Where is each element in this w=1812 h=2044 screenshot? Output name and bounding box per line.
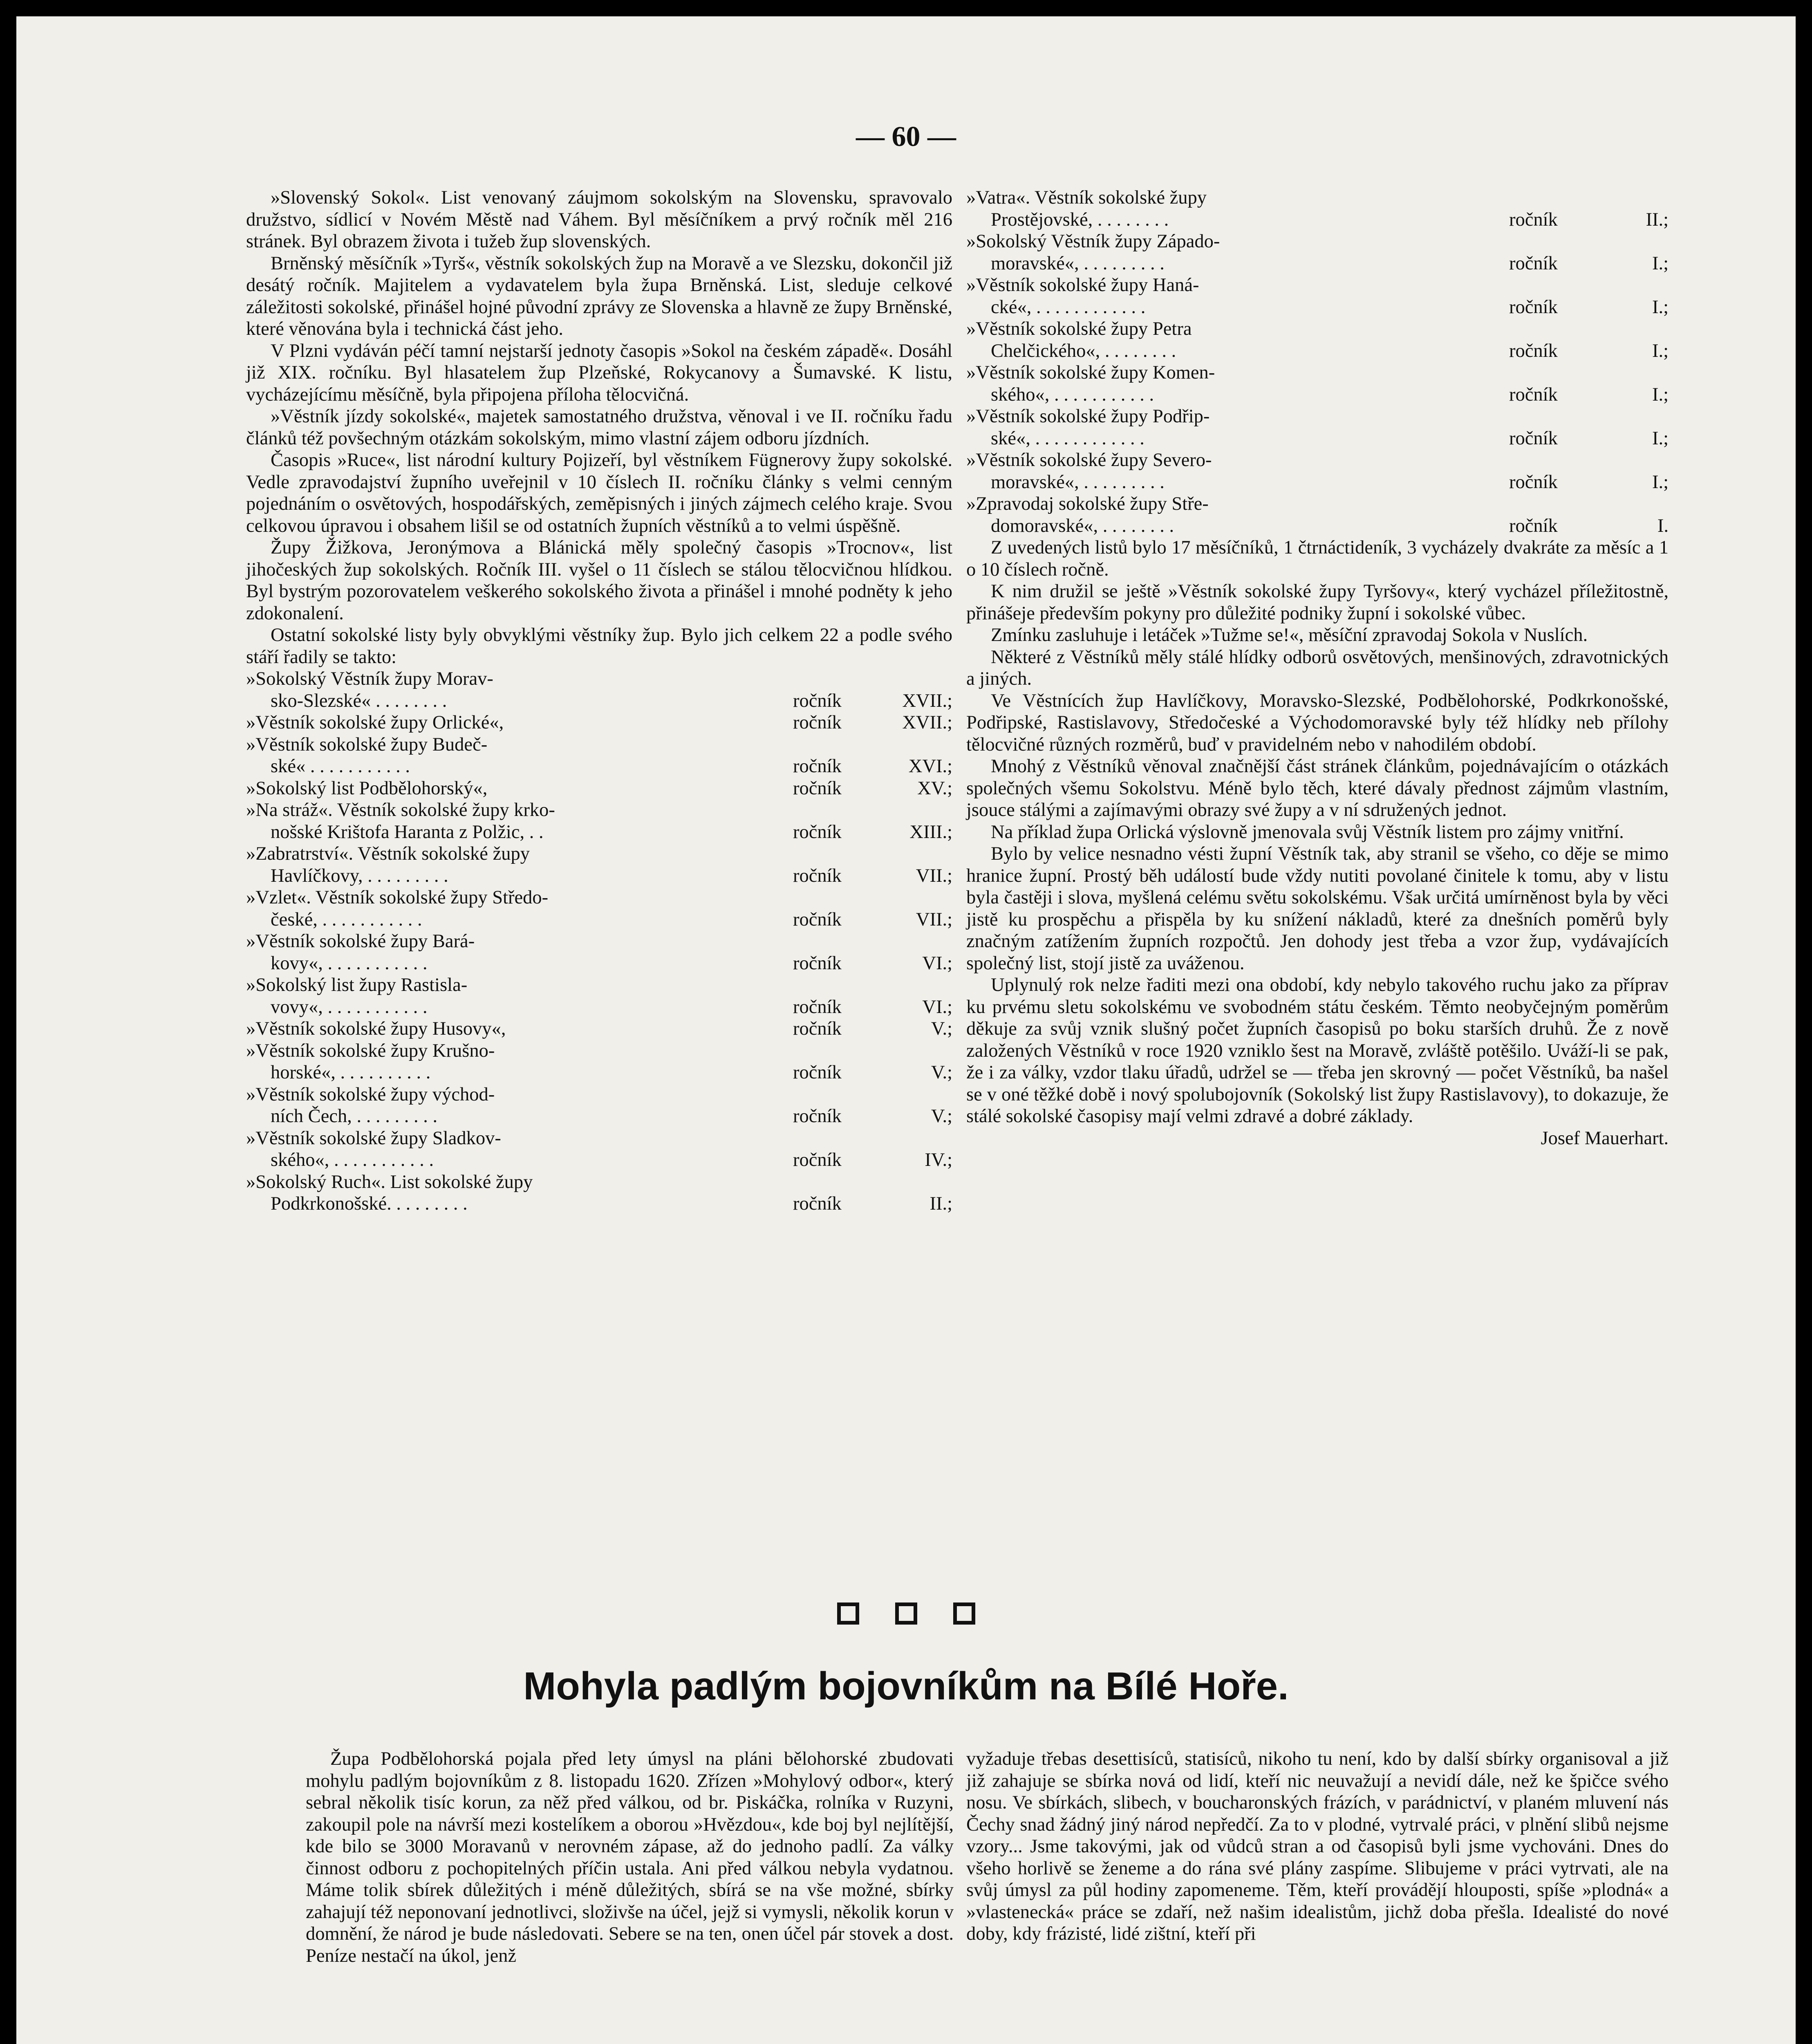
paragraph: »Věstník jízdy sokolské«, majetek samostatného družstva, věnoval i ve II. ročníku řadu článků též povšechným otázkám sokolským, mimo vlastní zájem odboru jízdních. bbox=[246, 406, 952, 449]
list-item-title-cont: Podkrkonošské. . . . . . . . . bbox=[271, 1193, 468, 1214]
paragraph: Ostatní sokolské listy byly obvyklými věstníky žup. Bylo jich celkem 22 a podle svého stáří řadily se takto: bbox=[246, 625, 952, 668]
list-item-title-cont: cké«, . . . . . . . . . . . . bbox=[991, 296, 1146, 318]
list-item-title-cont: moravské«, . . . . . . . . . bbox=[991, 253, 1165, 274]
volume-number: XV.; bbox=[917, 778, 952, 799]
section-separator bbox=[16, 1602, 1796, 1627]
list-item-title: »Věstník sokolské župy Sladkov- bbox=[246, 1127, 501, 1149]
paragraph: »Slovenský Sokol«. List venovaný záujmom sokolským na Slovensku, spravovalo družstvo, sídlicí v Novém Městě nad Váhem. Byl měsíčníkem a prvý ročník měl 216 stránek. Byl obrazem života i tužeb žup slovenských. bbox=[246, 187, 952, 252]
paragraph: Ve Věstnících žup Havlíčkovy, Moravsko-Slezské, Podbělohorské, Podkrkonošské, Podřipské, Rastislavovy, Středočeské a Východomoravské byly též hlídky neb přílohy tělocvičné různých rozměrů, buď v pravidelném nebo v nahodilém období. bbox=[966, 690, 1669, 755]
periodicals-list-left bbox=[246, 668, 952, 1215]
paragraph: Župa Podbělohorská pojala před lety úmysl na pláni bělohorské zbudovati mohylu padlým bojovníkům z 8. listopadu 1620. Zřízen »Mohylový odbor«, který sebral několik tisíc korun, za něž před válkou, od br. Piskáčka, rolníka v Ruzyni, zakoupil pole na návrší mezi kostelíkem a oborou »Hvězdou«, kde boj byl nejlítější, kde bilo se 3000 Moravanů v nerovném zápase, až do jednoho padlí. Za války činnost odboru z pochopitelných příčin ustala. Ani před válkou nebyla vydatnou. Máme tolik sbírek důležitých i méně důležitých, sbírá se na vše možné, sbírky zahajují též neponovaní jednotlivci, složivše na účel, jejž si vymysli, několik korun v domnění, že národ je bude následovati. Sebere se na ten, onen účel pár stovek a dost. Peníze nestačí na úkol, jenž bbox=[306, 1748, 954, 1966]
volume-label: ročník bbox=[793, 690, 842, 711]
list-item bbox=[246, 1171, 952, 1215]
list-item-title-cont: vovy«, . . . . . . . . . . . bbox=[271, 996, 428, 1018]
volume-number: XIII.; bbox=[909, 821, 952, 843]
volume-number: XVII.; bbox=[902, 712, 952, 733]
volume-number: VII.; bbox=[916, 865, 952, 886]
paragraph: Župy Žižkova, Jeronýmova a Blánická měly společný časopis »Trocnov«, list jihočeských žup sokolských. Ročník III. vyšel o 11 číslech se stálou tělocvičnou hlídkou. Byl bystrým pozorovatelem veškerého sokolského života a přinášel i mnohé podněty k jeho zdokonalení. bbox=[246, 537, 952, 624]
volume-label: ročník bbox=[793, 778, 842, 799]
right-column bbox=[966, 187, 1669, 1149]
list-item bbox=[246, 887, 952, 930]
list-item-title: »Věstník sokolské župy Komen- bbox=[966, 362, 1215, 383]
volume-number: II.; bbox=[930, 1193, 952, 1214]
square-ornament-icon bbox=[837, 1602, 859, 1625]
list-item-title-cont: české, . . . . . . . . . . . bbox=[271, 909, 422, 930]
volume-number: II.; bbox=[1646, 209, 1669, 230]
volume-number: XVI.; bbox=[908, 756, 952, 777]
volume-label: ročník bbox=[1509, 209, 1558, 230]
list-item-title: »Sokolský Ruch«. List sokolské župy bbox=[246, 1171, 533, 1192]
list-item-title: »Sokolský list Podbělohorský«, bbox=[246, 778, 488, 799]
list-item bbox=[966, 406, 1669, 449]
list-item-title-cont: ních Čech, . . . . . . . . . bbox=[271, 1106, 438, 1127]
list-item-title: »Věstník sokolské župy Husovy«, bbox=[246, 1018, 506, 1039]
list-item-title: »Zabratrství«. Věstník sokolské župy bbox=[246, 843, 530, 864]
volume-label: ročník bbox=[793, 1150, 842, 1170]
volume-label: ročník bbox=[793, 1018, 842, 1039]
paragraph: Uplynulý rok nelze řaditi mezi ona období, kdy nebylo takového ruchu jako za příprav ku prvému sletu sokolskému ve svobodném státu českém. Těmto neobyčejným poměrům děkuje za svůj vznik slušný počet župních časopisů po boku starších druhů. Že z nově založených Věstníků v roce 1920 vzniklo šest na Moravě, zvláště potěšilo. Uváží-li se pak, že i za války, vzdor tlaku úřadů, udržel se — třeba jen skrovný — počet Věstníků, ba našel se v oné těžké době i nový spolubojovník (Sokolský list župy Rastislavovy), to dokazuje, že stálé sokolské časopisy mají velmi zdravé a dobré základy. bbox=[966, 975, 1669, 1127]
periodicals-list-right bbox=[966, 187, 1669, 537]
paragraph: Zmínku zasluhuje i letáček »Tužme se!«, měsíční zpravodaj Sokola v Nuslích. bbox=[991, 625, 1588, 645]
list-item-title: »Zpravodaj sokolské župy Stře- bbox=[966, 493, 1209, 514]
volume-label: ročník bbox=[793, 756, 842, 777]
volume-label: ročník bbox=[793, 712, 842, 733]
paragraph: V Plzni vydáván péčí tamní nejstarší jednoty časopis »Sokol na českém západě«. Dosáhl již XIX. ročníku. Byl hlasatelem žup Plzeňské, Rokycanovy a Šumavské. K listu, vycházejícímu měsíčně, byla připojena příloha tělocvičná. bbox=[246, 340, 952, 405]
list-item-title: »Vzlet«. Věstník sokolské župy Středo- bbox=[246, 887, 549, 908]
paragraph: vyžaduje třebas desettisíců, statisíců, nikoho tu není, kdo by další sbírky organisoval a již již zahajuje se sbírka nová od lidí, kteří nic neuvažují a nevidí dále, než ke špičce svého nosu. Ve sbírkách, slibech, v boucharonských frázích, v parádnictví, v planém mluvení nás Čechy snad žádný jiný národ nepředčí. Za to v plodné, vytrvalé práci, v plnění slibů nejsme vzory... Jsme takovými, jak od vůdců stran a od časopisů byli jsme vychováni. Dnes do všeho horlivě se ženeme a do rána své plány zaspíme. Slibujeme v práci vytrvati, ale na svůj úmysl za půl hodiny zapomeneme. Těm, kteří provádějí hlouposti, spíše »plodná« a »vlastenecká« práce se zdaří, než našim idealistům, jichž doba přešla. Idealisté do nové doby, kdy frázisté, lidé zištní, kteří při bbox=[966, 1748, 1669, 1944]
list-item-title: »Věstník sokolské župy Krušno- bbox=[246, 1040, 495, 1061]
list-item bbox=[246, 799, 952, 843]
paragraph: Časopis »Ruce«, list národní kultury Pojizeří, byl věstníkem Fügnerovy župy sokolské. Vedle zpravodajství župního uveřejnil v 10 číslech II. ročníku články s velmi cenným pojednáním o osvětových, hospodářských, zeměpisných i jiných zájmech celého kraje. Svou celkovou úpravou i obsahem lišil se od ostatních župních věstníků a to velmi úspěšně. bbox=[246, 450, 952, 536]
volume-label: ročník bbox=[1509, 515, 1558, 536]
page-number: — 60 — bbox=[856, 121, 956, 152]
volume-number: I.; bbox=[1652, 253, 1669, 274]
list-item bbox=[246, 1018, 952, 1040]
volume-number: VII.; bbox=[916, 909, 952, 930]
list-item-title-cont: Havlíčkovy, . . . . . . . . . bbox=[271, 865, 448, 886]
list-item-title-cont: Prostějovské, . . . . . . . . bbox=[991, 209, 1169, 230]
volume-number: I.; bbox=[1652, 384, 1669, 405]
list-item bbox=[246, 668, 952, 712]
list-item-title-cont: kovy«, . . . . . . . . . . . bbox=[271, 953, 428, 974]
list-item-title: »Věstník sokolské župy východ- bbox=[246, 1084, 495, 1105]
list-item-title-cont: horské«, . . . . . . . . . . bbox=[271, 1062, 431, 1083]
volume-label: ročník bbox=[1509, 253, 1558, 274]
list-item-title-cont: ského«, . . . . . . . . . . . bbox=[271, 1150, 434, 1170]
document-page bbox=[16, 16, 1796, 2044]
volume-number: XVII.; bbox=[902, 690, 952, 711]
volume-label: ročník bbox=[793, 953, 842, 974]
paragraph: Bylo by velice nesnadno vésti župní Věstník tak, aby stranil se všeho, co děje se mimo hranice župní. Prostý běh událostí bude vždy nutiti povolané činitele k tomu, aby v listu byla častěji i slova, myšlená celému světu sokolskému. Však určitá umírněnost byla by věci jistě ku prospěchu a přispěla by ku snížení nákladů, které za dnešních poměrů byly značným zatížením župních rozpočtů. Jen dohody jest třeba a vzor žup, vydávajících společný list, stojí jistě za uváženou. bbox=[966, 843, 1669, 974]
list-item-title-cont: Chelčického«, . . . . . . . . bbox=[991, 340, 1176, 361]
paragraph: Brněnský měsíčník »Tyrš«, věstník sokolských žup na Moravě a ve Slezsku, dokončil již desátý ročník. Majitelem a vydavatelem byla župa Brněnská. List, sleduje celkové záležitosti sokolské, přinášel hojné původní zprávy ze Slovenska a hlavně ze župy Brněnské, které věnována byla i technická část jeho. bbox=[246, 253, 952, 339]
list-item-title: »Sokolský Věstník župy Morav- bbox=[246, 668, 493, 689]
paragraph: Některé z Věstníků měly stálé hlídky odborů osvětových, menšinových, zdravotnických a jiných. bbox=[966, 646, 1669, 689]
list-item-title: »Věstník sokolské župy Haná- bbox=[966, 275, 1199, 296]
list-item bbox=[246, 974, 952, 1018]
list-item bbox=[246, 1040, 952, 1084]
list-item-title-cont: ského«, . . . . . . . . . . . bbox=[991, 384, 1154, 405]
list-item bbox=[246, 843, 952, 887]
list-item bbox=[966, 274, 1669, 318]
list-item-title: »Věstník sokolské župy Podřip- bbox=[966, 406, 1210, 427]
list-item bbox=[966, 449, 1669, 493]
left-column bbox=[246, 187, 952, 1215]
volume-label: ročník bbox=[793, 821, 842, 843]
volume-number: V.; bbox=[931, 1106, 952, 1127]
list-item-title: »Věstník sokolské župy Petra bbox=[966, 318, 1192, 339]
list-item bbox=[246, 1127, 952, 1171]
volume-number: I.; bbox=[1652, 471, 1669, 493]
list-item bbox=[246, 1084, 952, 1127]
paragraph: K nim družil se ještě »Věstník sokolské župy Tyršovy«, který vycházel příležitostně, přinášeje především pokyny pro důležité podniky župní i sokolské vůbec. bbox=[966, 581, 1669, 624]
paragraph: Na příklad župa Orlická výslovně jmenovala svůj Věstník listem pro zájmy vnitřní. bbox=[991, 821, 1624, 843]
volume-number: I.; bbox=[1652, 296, 1669, 318]
list-item-title: »Sokolský list župy Rastisla- bbox=[246, 975, 468, 995]
list-item bbox=[246, 734, 952, 778]
volume-number: VI.; bbox=[922, 953, 952, 974]
list-item-title-cont: sko-Slezské« . . . . . . . . bbox=[271, 690, 447, 711]
volume-number: IV.; bbox=[925, 1150, 952, 1170]
list-item bbox=[246, 930, 952, 974]
list-item bbox=[966, 231, 1669, 274]
article-right-column bbox=[966, 1748, 1669, 1945]
list-item-title: »Věstník sokolské župy Budeč- bbox=[246, 734, 488, 755]
volume-number: I.; bbox=[1652, 428, 1669, 449]
list-item bbox=[966, 493, 1669, 537]
volume-label: ročník bbox=[1509, 296, 1558, 318]
article-title: Mohyla padlým bojovníkům na Bílé Hoře. bbox=[523, 1664, 1289, 1708]
list-item-title: »Sokolský Věstník župy Západo- bbox=[966, 231, 1220, 252]
volume-label: ročník bbox=[1509, 428, 1558, 449]
square-ornament-icon bbox=[895, 1602, 917, 1625]
list-item-title-cont: ské« . . . . . . . . . . . bbox=[271, 756, 410, 777]
list-item-title: »Věstník sokolské župy Severo- bbox=[966, 450, 1212, 471]
list-item bbox=[966, 187, 1669, 231]
list-item-title: »Vatra«. Věstník sokolské župy bbox=[966, 187, 1207, 208]
list-item-title-cont: domoravské«, . . . . . . . . bbox=[991, 515, 1174, 536]
list-item bbox=[246, 712, 952, 734]
volume-label: ročník bbox=[793, 1106, 842, 1127]
volume-label: ročník bbox=[793, 1062, 842, 1083]
list-item bbox=[246, 778, 952, 800]
list-item-title: »Na stráž«. Věstník sokolské župy krko- bbox=[246, 800, 555, 820]
list-item-title: »Věstník sokolské župy Bará- bbox=[246, 931, 475, 952]
volume-label: ročník bbox=[1509, 384, 1558, 405]
volume-number: V.; bbox=[931, 1062, 952, 1083]
volume-number: I. bbox=[1657, 515, 1669, 536]
volume-label: ročník bbox=[793, 865, 842, 886]
volume-label: ročník bbox=[1509, 340, 1558, 361]
volume-number: V.; bbox=[931, 1018, 952, 1039]
list-item-title-cont: ské«, . . . . . . . . . . . . bbox=[991, 428, 1145, 449]
list-item bbox=[966, 318, 1669, 362]
article-left-column bbox=[306, 1748, 954, 1967]
volume-label: ročník bbox=[793, 909, 842, 930]
volume-label: ročník bbox=[793, 1193, 842, 1214]
paragraph: Z uvedených listů bylo 17 měsíčníků, 1 čtrnáctideník, 3 vycházely dvakráte za měsíc a 1 o 10 číslech ročně. bbox=[966, 537, 1669, 580]
paragraph: Mnohý z Věstníků věnoval značnější část stránek článkům, pojednávajícím o otázkách společných všemu Sokolstvu. Méně bylo těch, které dávaly přednost zájmům vlastním, jsouce stálými a zajímavými obrazy své župy a v ní sdružených jednot. bbox=[966, 756, 1669, 820]
list-item-title: »Věstník sokolské župy Orlické«, bbox=[246, 712, 504, 733]
list-item-title-cont: moravské«, . . . . . . . . . bbox=[991, 471, 1165, 493]
volume-number: I.; bbox=[1652, 340, 1669, 361]
volume-label: ročník bbox=[793, 996, 842, 1018]
list-item-title-cont: nošské Krištofa Haranta z Polžic, . . bbox=[271, 821, 544, 843]
square-ornament-icon bbox=[953, 1602, 975, 1625]
author-signature: Josef Mauerhart. bbox=[1541, 1127, 1669, 1149]
volume-number: VI.; bbox=[922, 996, 952, 1018]
list-item bbox=[966, 362, 1669, 406]
volume-label: ročník bbox=[1509, 471, 1558, 493]
